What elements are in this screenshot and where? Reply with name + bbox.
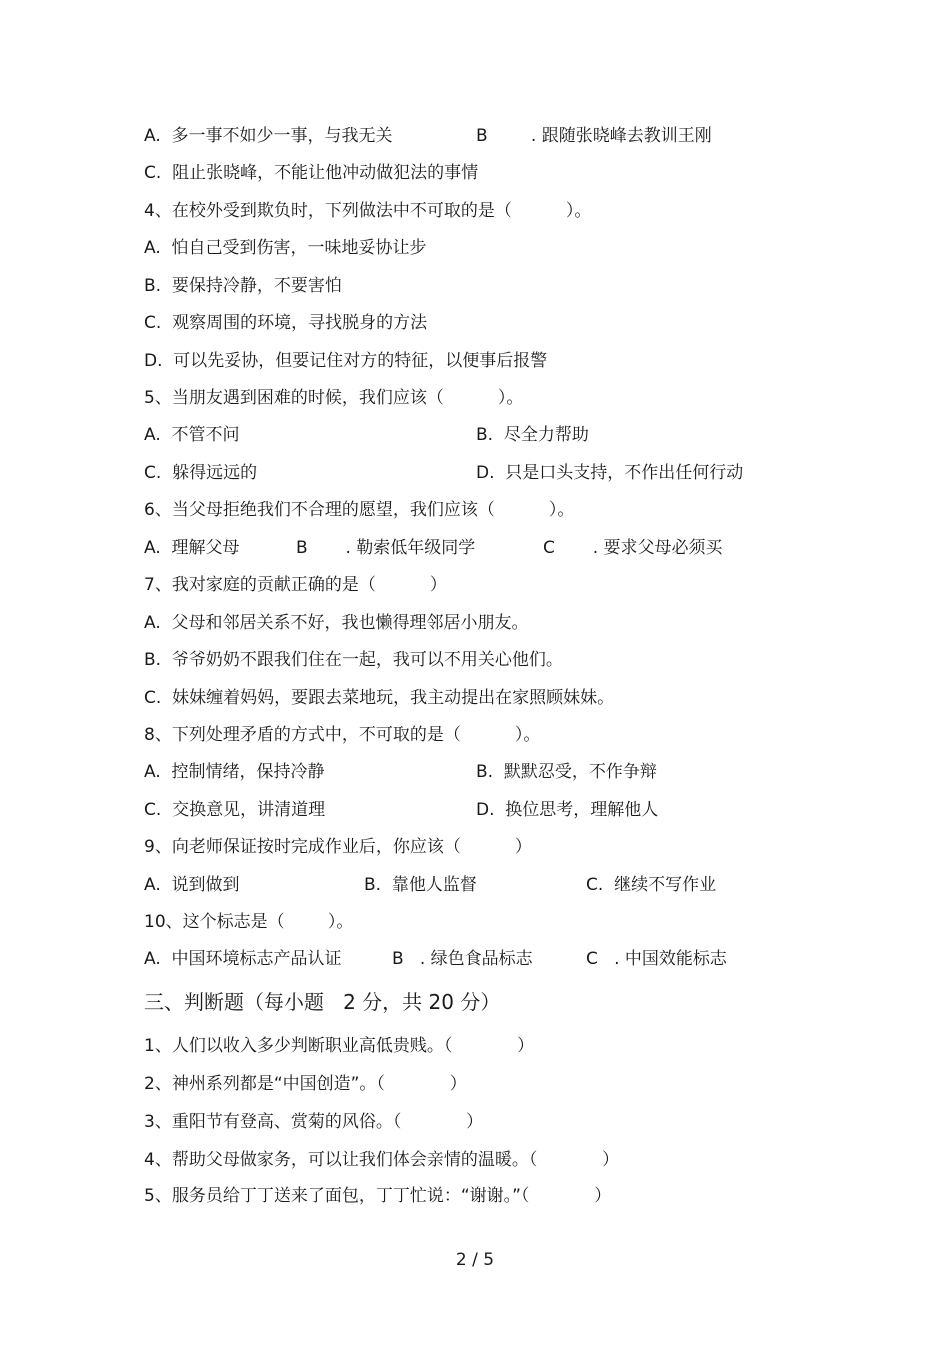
q7-option-c: C. 妹妹缠着妈妈，要跟去菜地玩，我主动提出在家照顾妹妹。 xyxy=(144,688,615,708)
q8-option-a: A. 控制情绪，保持冷静 xyxy=(144,762,325,782)
question-4: 4、在校外受到欺负时，下列做法中不可取的是（ ）。 xyxy=(144,201,592,221)
q4-option-d: D. 可以先妥协，但要记住对方的特征，以便事后报警 xyxy=(144,351,548,371)
question-10: 10、这个标志是（ ）。 xyxy=(144,912,354,932)
q7-option-b: B. 爷爷奶奶不跟我们住在一起，我可以不用关心他们。 xyxy=(144,650,563,670)
page-number: 2 / 5 xyxy=(455,1250,495,1270)
section-heading-judgment: 三、判断题（每小题 2 分，共 20 分） xyxy=(144,990,501,1014)
q9-option-c: C. 继续不写作业 xyxy=(586,875,717,895)
q5-option-a: A. 不管不问 xyxy=(144,425,240,445)
q8-option-c: C. 交换意见，讲清道理 xyxy=(144,800,326,820)
q8-option-b: B. 默默忍受，不作争辩 xyxy=(476,762,657,782)
q5-option-c: C. 躲得远远的 xyxy=(144,463,258,483)
q10-option-c: C . 中国效能标志 xyxy=(586,949,727,969)
question-7: 7、我对家庭的贡献正确的是（ ） xyxy=(144,575,447,595)
q6-option-a: A. 理解父母 xyxy=(144,538,240,558)
q7-option-a: A. 父母和邻居关系不好，我也懒得理邻居小朋友。 xyxy=(144,613,529,633)
q3-option-b: B . 跟随张晓峰去教训王刚 xyxy=(476,126,712,146)
q9-option-a: A. 说到做到 xyxy=(144,875,240,895)
q8-option-d: D. 换位思考，理解他人 xyxy=(476,800,659,820)
q4-option-b: B. 要保持冷静，不要害怕 xyxy=(144,276,342,296)
q3-option-c: C. 阻止张晓峰，不能让他冲动做犯法的事情 xyxy=(144,163,479,183)
question-8: 8、下列处理矛盾的方式中，不可取的是（ ）。 xyxy=(144,725,541,745)
q10-option-b: B . 绿色食品标志 xyxy=(392,949,533,969)
question-9: 9、向老师保证按时完成作业后，你应该（ ） xyxy=(144,837,532,857)
judgment-1: 1、人们以收入多少判断职业高低贵贱。（ ） xyxy=(144,1036,535,1056)
q5-option-b: B. 尽全力帮助 xyxy=(476,425,589,445)
q6-option-c: C . 要求父母必须买 xyxy=(543,538,723,558)
judgment-5: 5、服务员给丁丁送来了面包，丁丁忙说：“谢谢。”（ ） xyxy=(144,1186,612,1206)
question-5: 5、当朋友遇到困难的时候，我们应该（ ）。 xyxy=(144,388,524,408)
q9-option-b: B. 靠他人监督 xyxy=(364,875,477,895)
q10-option-a: A. 中国环境标志产品认证 xyxy=(144,949,342,969)
q5-option-d: D. 只是口头支持，不作出任何行动 xyxy=(476,463,744,483)
q4-option-c: C. 观察周围的环境，寻找脱身的方法 xyxy=(144,313,428,333)
judgment-3: 3、重阳节有登高、赏菊的风俗。（ ） xyxy=(144,1112,484,1132)
judgment-2: 2、神州系列都是“中国创造”。（ ） xyxy=(144,1074,467,1094)
q3-option-a: A. 多一事不如少一事，与我无关 xyxy=(144,126,393,146)
judgment-4: 4、帮助父母做家务，可以让我们体会亲情的温暖。（ ） xyxy=(144,1150,620,1170)
q4-option-a: A. 怕自己受到伤害，一味地妥协让步 xyxy=(144,238,427,258)
question-6: 6、当父母拒绝我们不合理的愿望，我们应该（ ）。 xyxy=(144,500,575,520)
q6-option-b: B . 勒索低年级同学 xyxy=(296,538,476,558)
